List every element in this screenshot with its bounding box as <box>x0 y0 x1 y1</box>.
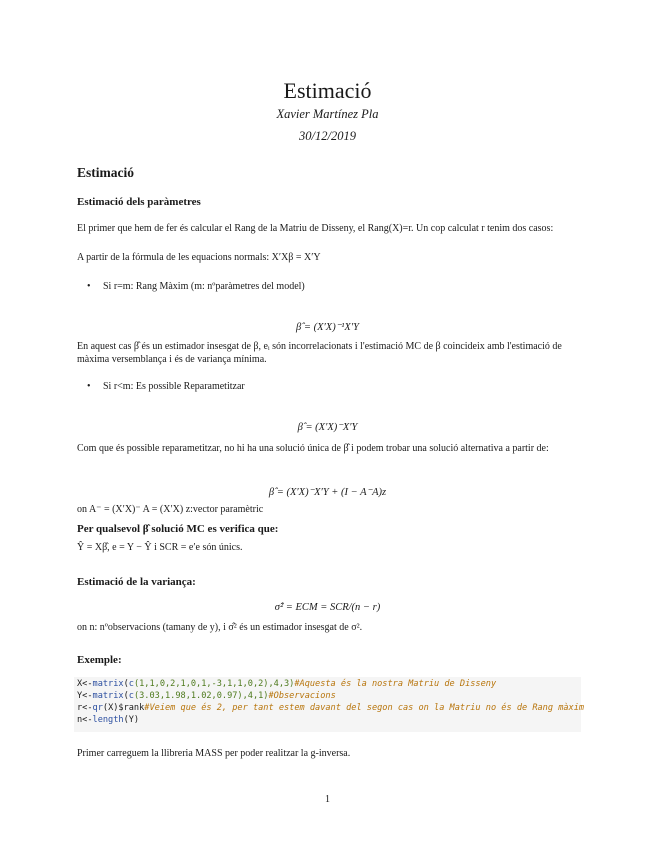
equation-variance: σ̂² = ECM = SCR/(n − r) <box>274 602 381 613</box>
code-line: n<-length(Y) <box>77 715 140 725</box>
paragraph-estimator: En aquest cas β̂ és un estimador insesgat de β, eᵢ són incorrelacionats i l'estimació MC de β coincideix amb l'estimació de màxima versemblança i és de variança mínima. <box>77 341 562 365</box>
paragraph-normal-equations: A partir de la fórmula de les equacions normals: X′Xβ = X′Y <box>77 252 321 263</box>
statement-bold: Per qualsevol β̂ solució MC es verifica que: <box>77 523 279 535</box>
author-name: Xavier Martínez Pla <box>276 107 379 121</box>
paragraph-definitions: on A⁻ = (X′X)⁻ A = (X′X) z:vector paramètric <box>77 504 264 515</box>
document-date: 30/12/2019 <box>299 129 356 143</box>
equation-ols: β̂ = (X′X)⁻¹X′Y <box>296 322 359 333</box>
paragraph-variance: on n: nºobservacions (tamany de y), i σ̂² és un estimador insesgat de σ². <box>77 622 363 633</box>
bullet-full-rank-text: Si r=m: Rang Màxim (m: nºparàmetres del model) <box>103 281 305 292</box>
equation-ginverse: β̂ = (X′X)⁻X′Y <box>297 422 358 433</box>
code-line: Y<-matrix(c(3.03,1.98,1.02,0.97),4,1)#Observacions <box>77 691 336 701</box>
equation-general-solution: β̂ = (X′X)⁻X′Y + (I − A⁻A)z <box>268 487 387 498</box>
section-heading: Estimació <box>77 165 134 180</box>
paragraph-rank: El primer que hem de fer és calcular el Rang de la Matriu de Disseny, el Rang(X)=r. Un cop calculat r tenim dos casos: <box>77 223 554 234</box>
bullet-reparametrize <box>89 381 245 392</box>
subsection-parameters-heading: Estimació dels paràmetres <box>77 196 201 208</box>
bullet-full-rank <box>89 281 305 292</box>
code-line: X<-matrix(c(1,1,0,2,1,0,1,-3,1,1,0,2),4,3)#Aquesta és la nostra Matriu de Disseny <box>77 679 497 689</box>
bullet-reparametrize-text: Si r<m: Es possible Reparametitzar <box>103 381 245 392</box>
subsection-example-heading: Exemple: <box>77 654 122 666</box>
paragraph-mass: Primer carreguem la llibreria MASS per poder realitzar la g-inversa. <box>77 748 351 759</box>
page-title: Estimació <box>283 78 372 103</box>
code-line: r<-qr(X)$rank#Veiem que és 2, per tant estem davant del segon cas on la Matriu no és de Rang màxim <box>77 703 585 713</box>
paragraph-alternative: Com que és possible reparametitzar, no hi ha una solució única de β̂ i podem trobar una solució alternativa a partir de: <box>77 443 549 454</box>
page-number: 1 <box>325 794 330 805</box>
subsection-variance-heading: Estimació de la variança: <box>77 576 196 588</box>
paragraph-unique: Ŷ = Xβ̂, e = Y − Ŷ i SCR = e′e són únics. <box>77 542 243 553</box>
